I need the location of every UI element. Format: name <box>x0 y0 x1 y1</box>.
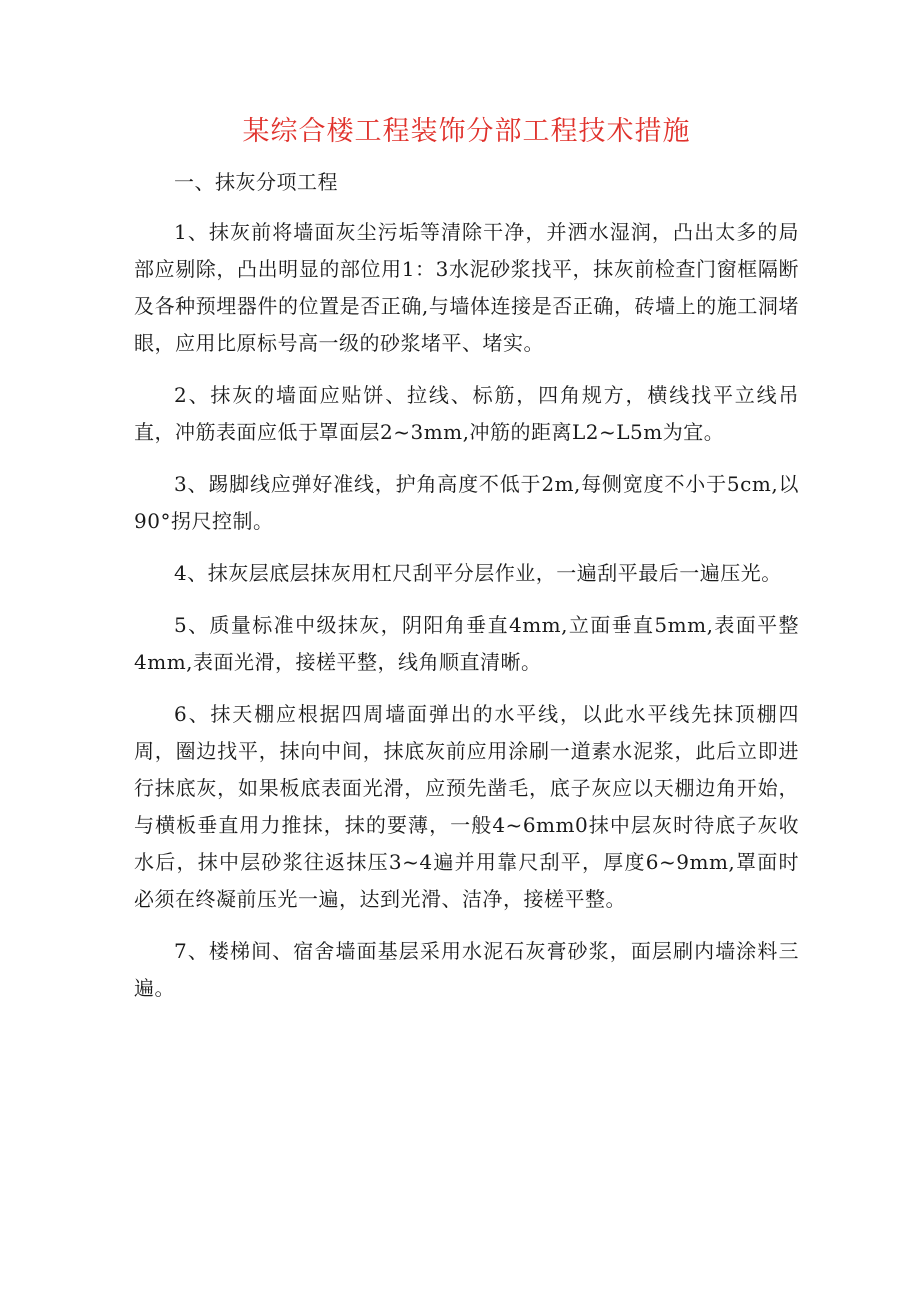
paragraph-1: 1、抹灰前将墙面灰尘污垢等清除干净，并洒水湿润，凸出太多的局部应剔除，凸出明显的部位用1：3水泥砂浆找平，抹灰前检查门窗框隔断及各种预埋器件的位置是否正确,与墙体连接是否正确，砖墙上的施工洞堵眼，应用比原标号高一级的砂浆堵平、堵实。 <box>134 220 799 355</box>
paragraph-2: 2、抹灰的墙面应贴饼、拉线、标筋，四角规方，横线找平立线吊直，冲筋表面应低于罩面层2~3mm,冲筋的距离L2~L5m为宜。 <box>134 383 799 444</box>
section-heading: 一、抹灰分项工程 <box>174 170 338 194</box>
paragraph-7: 7、楼梯间、宿舍墙面基层采用水泥石灰膏砂浆，面层刷内墙涂料三遍。 <box>134 939 799 1000</box>
document-title: 某综合楼工程装饰分部工程技术措施 <box>242 116 691 147</box>
paragraph-4: 4、抹灰层底层抹灰用杠尺刮平分层作业，一遍刮平最后一遍压光。 <box>174 561 782 585</box>
paragraph-6: 6、抹天棚应根据四周墙面弹出的水平线，以此水平线先抹顶棚四周，圈边找平，抹向中间，抹底灰前应用涂刷一道素水泥浆，此后立即进行抹底灰，如果板底表面光滑，应预先凿毛，底子灰应以天棚边角开始，与横板垂直用力推抹，抹的要薄，一般4~6mm0抹中层灰时待底子灰收水后，抹中层砂浆往返抹压3~4遍并用靠尺刮平，厚度6~9mm,罩面时必须在终凝前压光一遍，达到光滑、洁净，接槎平整。 <box>134 702 799 911</box>
paragraph-3: 3、踢脚线应弹好准线，护角高度不低于2m,每侧宽度不小于5cm,以90°拐尺控制。 <box>134 472 799 533</box>
paragraph-5: 5、质量标准中级抹灰，阴阳角垂直4mm,立面垂直5mm,表面平整4mm,表面光滑，接槎平整，线角顺直清晰。 <box>134 613 799 674</box>
document-page <box>134 112 799 1022</box>
